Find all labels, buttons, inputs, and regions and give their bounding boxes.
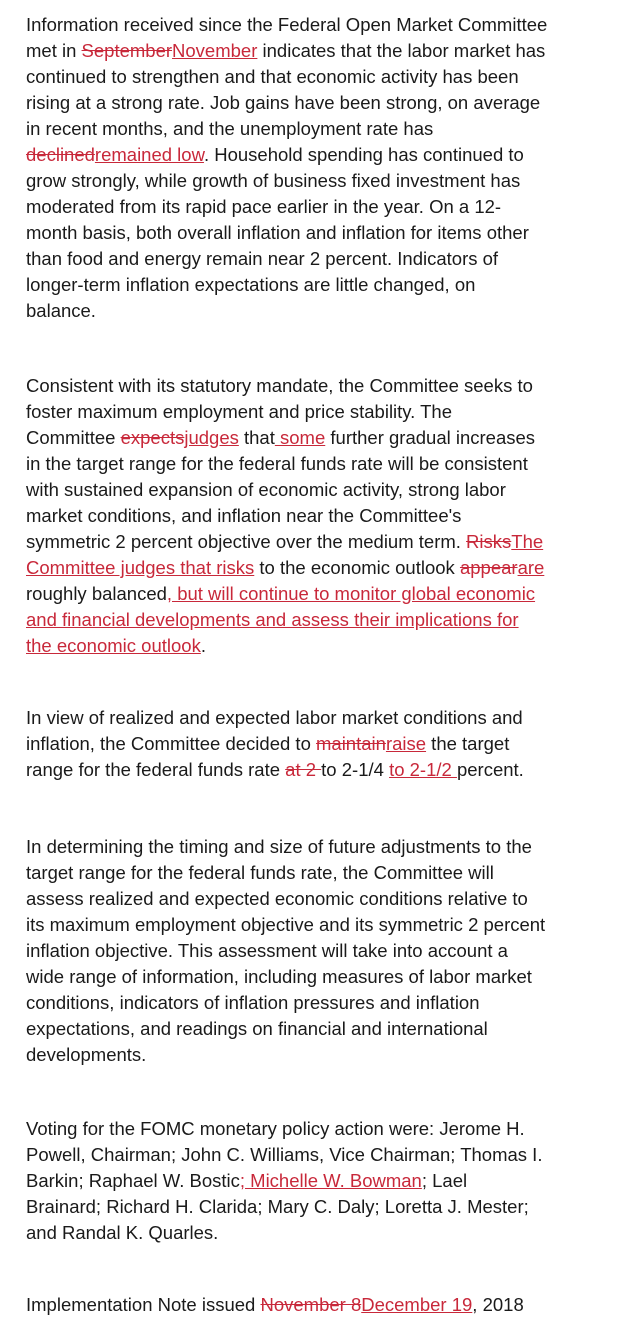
text-run: percent. [456,759,524,780]
text-line [26,142,547,168]
deleted-text: expects [120,427,185,448]
text-run: assess realized and expected economic conditions relative to [26,888,528,909]
text-run: inflation objective. This assessment will take into account a [26,940,508,961]
text-line [26,12,547,38]
text-line [26,1142,542,1168]
text-line [26,90,547,116]
inserted-text: judges [184,427,239,448]
text-line [26,425,544,451]
text-run: longer-term inflation expectations are little changed, on [26,274,476,295]
text-line [26,1042,545,1068]
text-run: foster maximum employment and price stability. The [26,401,453,422]
text-line [26,607,544,633]
text-run: roughly balanced [26,583,167,604]
text-line [26,116,547,142]
text-line [26,1194,542,1220]
paragraph-statutory-mandate [26,373,544,659]
text-run: range for the federal funds rate [26,759,286,780]
inserted-text: some [274,427,326,448]
text-run: Consistent with its statutory mandate, the Committee seeks to [26,375,533,396]
text-line [26,555,544,581]
text-line [26,399,544,425]
text-line [26,964,545,990]
text-line [26,503,544,529]
inserted-text: raise [385,733,427,754]
inserted-text: The [511,531,544,552]
text-run: Barkin; Raphael W. Bostic [26,1170,240,1191]
text-line [26,38,547,64]
deleted-text: Risks [466,531,512,552]
text-run: Brainard; Richard H. Clarida; Mary C. Daly; Loretta J. Mester; [26,1196,529,1217]
text-run: the target [426,733,510,754]
text-run: rising at a strong rate. Job gains have been strong, on average [26,92,541,113]
text-line [26,1220,542,1246]
text-run: month basis, both overall inflation and inflation for items other [26,222,529,243]
text-run: in recent months, and the unemployment rate has [26,118,434,139]
text-line [26,477,544,503]
text-line [26,373,544,399]
text-run: than food and energy remain near 2 percent. Indicators of [26,248,499,269]
text-line [26,757,524,783]
inserted-text: Committee judges that risks [26,557,255,578]
deleted-text: September [81,40,173,61]
text-line [26,220,547,246]
text-line [26,529,544,555]
text-run: moderated from its rapid pace earlier in the year. On a 12- [26,196,502,217]
text-line [26,860,545,886]
text-run: indicates that the labor market has [257,40,546,61]
text-line [26,731,524,757]
text-line [26,1116,542,1142]
text-run: its maximum employment objective and its symmetric 2 percent [26,914,546,935]
text-run: . Household spending has continued to [203,144,524,165]
text-run: inflation, the Committee decided to [26,733,316,754]
text-run: target range for the federal funds rate, the Committee will [26,862,494,883]
implementation-note [26,1292,524,1318]
inserted-text: ; Michelle W. Bowman [239,1170,422,1191]
text-run: In view of realized and expected labor market conditions and [26,707,523,728]
text-run: further gradual increases [325,427,536,448]
deleted-text: at 2 [285,759,322,780]
inserted-text: November [172,40,258,61]
text-line [26,1016,545,1042]
text-run: In determining the timing and size of future adjustments to the [26,836,532,857]
text-run: grow strongly, while growth of business fixed investment has [26,170,521,191]
paragraph-voting [26,1116,542,1246]
inserted-text: remained low [94,144,204,165]
text-line [26,272,547,298]
text-line [26,168,547,194]
inserted-text: , but will continue to monitor global economic [166,583,536,604]
text-run: and Randal K. Quarles. [26,1222,219,1243]
text-run: to 2-1/4 [321,759,390,780]
text-line [26,912,545,938]
deleted-text: appear [459,557,518,578]
text-run: conditions, indicators of inflation pressures and inflation [26,992,480,1013]
text-line [26,886,545,912]
inserted-text: December 19 [361,1294,473,1315]
text-run: wide range of information, including measures of labor market [26,966,532,987]
text-run: in the target range for the federal funds rate will be consistent [26,453,528,474]
text-run: that [238,427,275,448]
text-line [26,194,547,220]
text-line [26,938,545,964]
text-run: continued to strengthen and that economic activity has been [26,66,519,87]
text-line [26,581,544,607]
text-run: , 2018 [472,1294,524,1315]
text-line [26,64,547,90]
inserted-text: are [517,557,545,578]
text-run: Powell, Chairman; John C. Williams, Vice Chairman; Thomas I. [26,1144,543,1165]
text-run: symmetric 2 percent objective over the medium term. [26,531,467,552]
text-run: met in [26,40,82,61]
paragraph-future-adjustments [26,834,545,1068]
text-line [26,633,544,659]
text-run: Implementation Note issued [26,1294,261,1315]
text-line [26,246,547,272]
text-run: ; Lael [421,1170,468,1191]
text-run: to the economic outlook [254,557,460,578]
text-run: Information received since the Federal Open Market Committee [26,14,548,35]
text-run: Committee [26,427,121,448]
inserted-text: the economic outlook [26,635,201,656]
text-run: Voting for the FOMC monetary policy action were: Jerome H. [26,1118,525,1139]
text-line [26,990,545,1016]
paragraph-policy-decision [26,705,524,783]
text-run: market conditions, and inflation near the Committee's [26,505,462,526]
inserted-text: to 2-1/2 [389,759,457,780]
text-run: developments. [26,1044,147,1065]
text-line [26,705,524,731]
text-run: with sustained expansion of economic activity, strong labor [26,479,506,500]
text-line [26,451,544,477]
text-run: balance. [26,300,96,321]
text-line [26,1292,524,1318]
text-line [26,834,545,860]
deleted-text: November 8 [260,1294,362,1315]
inserted-text: and financial developments and assess their implications for [26,609,519,630]
text-run: expectations, and readings on financial and international [26,1018,488,1039]
deleted-text: declined [26,144,95,165]
text-line [26,1168,542,1194]
paragraph-information-received [26,12,547,324]
deleted-text: maintain [316,733,386,754]
text-line [26,298,547,324]
text-run: . [200,635,206,656]
